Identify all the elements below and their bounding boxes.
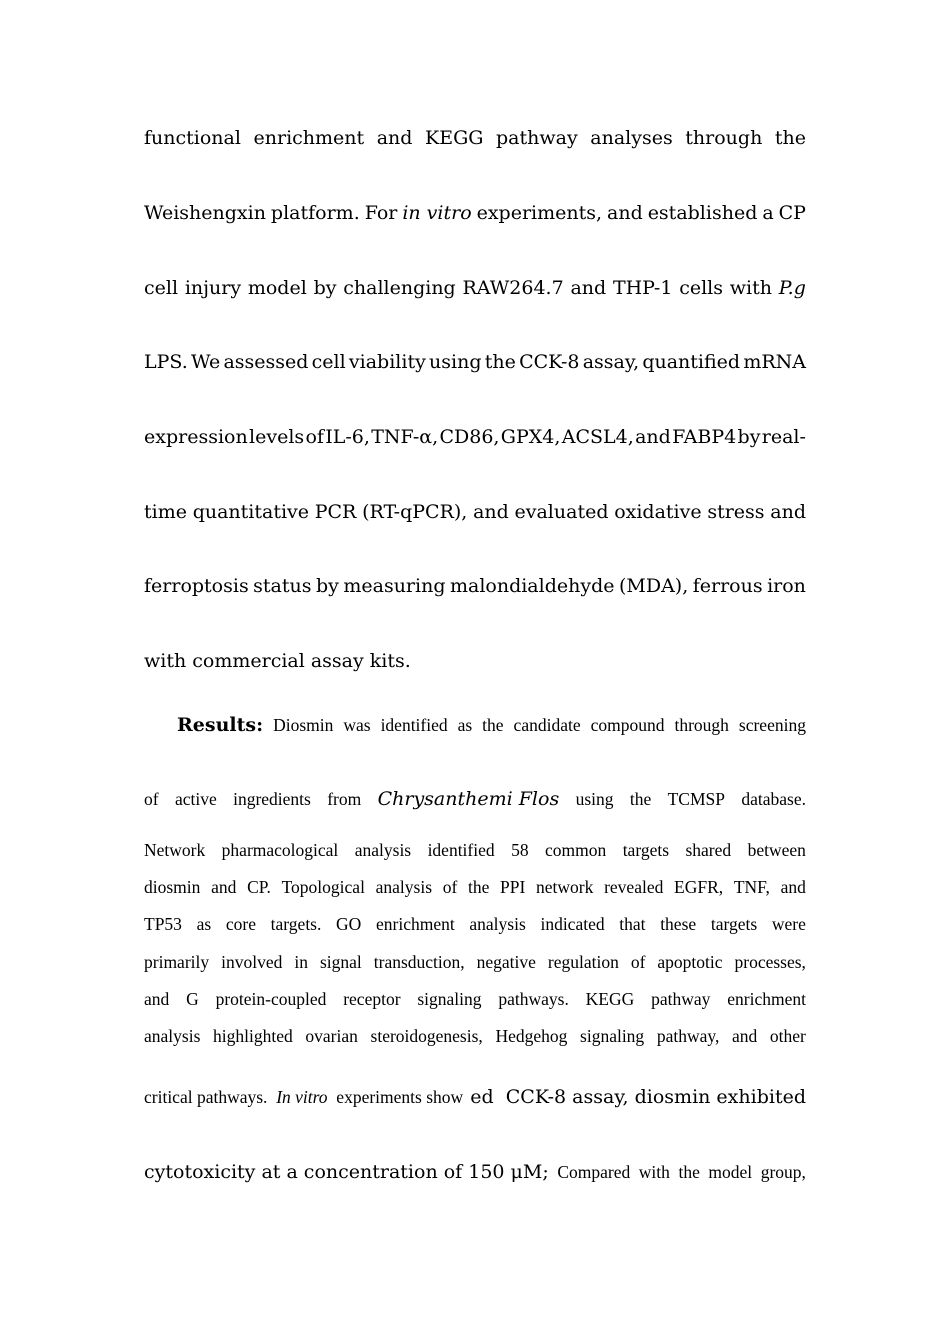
word: signal: [319, 952, 362, 972]
word: network: [536, 877, 594, 897]
word: targets: [622, 840, 670, 860]
word: through: [674, 715, 729, 735]
word: real-: [761, 426, 806, 448]
results-heading: Results:: [177, 714, 264, 736]
word: TNF,: [733, 877, 770, 897]
word: and: [635, 426, 671, 448]
word: ACSL4,: [561, 426, 634, 448]
methods-line-8-text: with commercial assay kits.: [144, 650, 411, 672]
word: functional: [144, 127, 241, 149]
word: ferrous: [692, 575, 763, 597]
word: by: [737, 426, 761, 448]
word: analysis: [375, 877, 433, 897]
word: receptor: [343, 989, 401, 1009]
word: with: [729, 277, 772, 299]
in-vitro-italic: in vitro: [402, 202, 472, 224]
word: in: [294, 952, 308, 972]
word: cells: [679, 277, 723, 299]
word: candidate: [513, 715, 581, 735]
word: levels: [249, 426, 305, 448]
word: the: [482, 715, 504, 735]
results-line-7: [144, 989, 806, 1010]
word: G: [186, 989, 199, 1009]
word: KEGG: [585, 989, 635, 1009]
word: revealed: [604, 877, 664, 897]
word: pathway: [651, 989, 711, 1009]
word: malondialdehyde: [449, 575, 615, 597]
word: a: [762, 202, 774, 224]
word: pathway: [496, 127, 578, 149]
word: CCK-8: [519, 351, 580, 373]
word: stress: [707, 501, 765, 523]
word: (RT-qPCR),: [362, 501, 468, 523]
word: LPS.: [144, 351, 188, 373]
word: of: [144, 789, 159, 809]
word: through: [685, 127, 763, 149]
word: PPI: [500, 877, 526, 897]
results-line-4: [144, 877, 806, 898]
word: platform.: [270, 202, 360, 224]
word: processes,: [734, 952, 806, 972]
word: viability: [348, 351, 426, 373]
word: of: [630, 952, 646, 972]
results-line-9-part-a: critical pathways.: [144, 1087, 268, 1107]
word: analysis: [144, 1026, 201, 1046]
word: steroidogenesis,: [370, 1026, 483, 1046]
word: challenging: [343, 277, 456, 299]
word: as: [457, 715, 473, 735]
results-line-6: [144, 952, 806, 973]
word: For: [364, 202, 398, 224]
pg-italic: P.g: [778, 277, 806, 299]
word: enrichment: [376, 914, 455, 934]
word: TCMSP: [667, 789, 725, 809]
word: oxidative: [614, 501, 702, 523]
results-line-1: [177, 714, 806, 736]
methods-line-3: [144, 277, 806, 299]
word: of: [305, 426, 324, 448]
word: FABP4: [672, 426, 737, 448]
word: signaling: [417, 989, 482, 1009]
word: quantified: [642, 351, 741, 373]
word: with: [638, 1162, 670, 1182]
word: Diosmin: [273, 715, 334, 735]
word: pharmacological: [221, 840, 339, 860]
word: active: [174, 789, 217, 809]
word: targets: [710, 914, 758, 934]
results-line-2: [144, 788, 806, 810]
word: mRNA: [743, 351, 806, 373]
word: PCR: [314, 501, 357, 523]
word: ovarian: [305, 1026, 358, 1046]
word: by: [313, 277, 337, 299]
word: analysis: [354, 840, 412, 860]
results-line-3: [144, 840, 806, 861]
results-line-8: [144, 1026, 806, 1047]
word: CP: [778, 202, 806, 224]
word: (MDA),: [618, 575, 689, 597]
word: quantitative: [192, 501, 310, 523]
word: negative: [476, 952, 536, 972]
word: GO: [336, 914, 362, 934]
methods-line-2: [144, 202, 806, 224]
word: and: [780, 877, 806, 897]
word: analysis: [469, 914, 526, 934]
word: primarily: [144, 952, 210, 972]
word: expression: [144, 426, 248, 448]
word: these: [660, 914, 697, 934]
methods-line-6: [144, 501, 806, 523]
word: compound: [590, 715, 665, 735]
word: of: [442, 877, 458, 897]
word: the: [678, 1162, 700, 1182]
word: protein-coupled: [215, 989, 327, 1009]
word: and: [770, 501, 806, 523]
word: EGFR,: [674, 877, 724, 897]
word: assessed: [223, 351, 309, 373]
word: IL-6,: [325, 426, 370, 448]
word: targets.: [270, 914, 322, 934]
word: and: [732, 1026, 758, 1046]
word: pathways.: [498, 989, 569, 1009]
word: assay,: [582, 351, 640, 373]
word: other: [769, 1026, 806, 1046]
word: cell: [311, 351, 346, 373]
word: regulation: [547, 952, 619, 972]
results-line-9: [144, 1086, 806, 1108]
in-vitro-results-italic: In vitro: [276, 1087, 328, 1107]
word: evaluated: [514, 501, 609, 523]
word: and: [211, 877, 237, 897]
word: RAW264.7: [462, 277, 564, 299]
word: the: [774, 127, 806, 149]
word: that: [619, 914, 646, 934]
word: We: [191, 351, 221, 373]
word: analyses: [590, 127, 673, 149]
word: screening: [738, 715, 806, 735]
methods-line-5: [144, 426, 806, 448]
word: GPX4,: [500, 426, 561, 448]
word: between: [747, 840, 806, 860]
results-line-10: [144, 1161, 806, 1183]
word: from: [327, 789, 362, 809]
word: by: [315, 575, 339, 597]
word: TP53: [144, 914, 182, 934]
word: and: [144, 989, 170, 1009]
word: ferroptosis: [144, 575, 249, 597]
word: 58: [511, 840, 529, 860]
word: and: [607, 202, 643, 224]
word: injury: [184, 277, 242, 299]
word: involved: [221, 952, 283, 972]
word: CP.: [247, 877, 271, 897]
word: time: [144, 501, 187, 523]
word: model: [247, 277, 307, 299]
word: the: [484, 351, 516, 373]
methods-line-7: [144, 575, 806, 597]
word: Compared: [557, 1162, 631, 1182]
word: the: [629, 789, 652, 809]
word: and: [473, 501, 509, 523]
word: measuring: [343, 575, 446, 597]
word: using: [429, 351, 482, 373]
word: enrichment: [253, 127, 365, 149]
word: transduction,: [373, 952, 465, 972]
word: indicated: [540, 914, 605, 934]
word: identified: [380, 715, 448, 735]
word: pathway,: [656, 1026, 720, 1046]
word: and: [376, 127, 413, 149]
methods-line-1: [144, 127, 806, 149]
methods-line-4: [144, 351, 806, 373]
word: were: [771, 914, 806, 934]
word: highlighted: [213, 1026, 293, 1046]
word: as: [196, 914, 212, 934]
word: the: [467, 877, 490, 897]
word: and: [570, 277, 607, 299]
word: KEGG: [425, 127, 484, 149]
word: Network: [144, 840, 206, 860]
word: was: [343, 715, 371, 735]
word: enrichment: [727, 989, 806, 1009]
word: TNF-α,: [371, 426, 439, 448]
word: identified: [427, 840, 495, 860]
word: status: [253, 575, 312, 597]
word: Topological: [281, 877, 365, 897]
word: cell: [144, 277, 179, 299]
results-line-5: [144, 914, 806, 935]
word: experiments,: [476, 202, 603, 224]
results-line-9-part-c: ed CCK-8 assay, diosmin exhibited: [470, 1086, 806, 1108]
word: model: [708, 1162, 753, 1182]
word: established: [647, 202, 758, 224]
methods-line-8: [144, 650, 806, 672]
word: iron: [767, 575, 806, 597]
word: Hedgehog: [495, 1026, 568, 1046]
word: shared: [685, 840, 732, 860]
word: using: [575, 789, 614, 809]
word: apoptotic: [657, 952, 723, 972]
results-line-9-part-b: experiments show: [336, 1087, 464, 1107]
word: database.: [741, 789, 806, 809]
chrysanthemi-flos-italic: Chrysanthemi Flos: [377, 788, 560, 810]
word: CD86,: [439, 426, 500, 448]
word: THP-1: [612, 277, 673, 299]
word: diosmin: [144, 877, 201, 897]
word: signaling: [580, 1026, 645, 1046]
word: ingredients: [233, 789, 311, 809]
word: common: [545, 840, 607, 860]
word: core: [225, 914, 256, 934]
word: group,: [760, 1162, 806, 1182]
results-line-10-part-a: cytotoxicity at a concentration of 150 μM;: [144, 1161, 549, 1183]
word: Weishengxin: [144, 202, 266, 224]
